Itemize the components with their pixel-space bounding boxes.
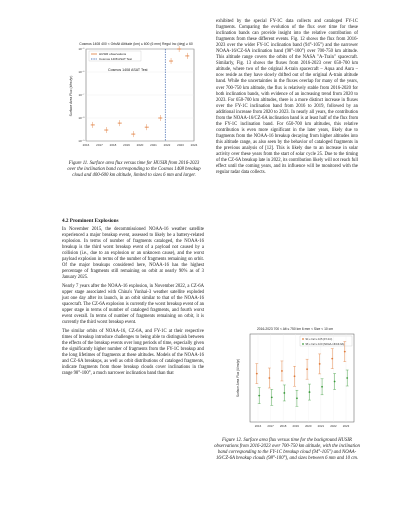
figure-11-ytick-label: 10⁻⁶ [78, 70, 85, 75]
figure-12-header: 2016-2023 700 < Alt ≤ 750 km 6 mm < Size < 10 cm [256, 327, 334, 331]
figure-11-ytick-label: 10⁻⁵ [78, 47, 85, 52]
figure-12-point [309, 391, 311, 393]
figure-11-xtick-label: 2016 [82, 143, 90, 147]
section-heading: 4.2 Prominent Explosions [62, 218, 119, 224]
figure-11-xtick-label: 2024 [190, 143, 198, 147]
figure-12-legend-1: 98 ≤ Incl ≤ 100 (NOAA-16/CZ-6A) [305, 343, 345, 346]
figure-12-svg [232, 325, 358, 433]
figure-11-legend-obs: HUSIR observations [99, 52, 127, 56]
figure-11-xticks [83, 143, 198, 147]
figure-12-caption: Figure 12. Surface area flux versus time for the background HUSIR observations from 2016-2023 over 700-750 km altitude, with the inclination band corresponding to the FY-1C breakup cloud (94°-105°) and NOAA-16/CZ-6A breakup clouds (98°-100°), and sizes between 6 mm and 10 cm. [214, 438, 360, 461]
figure-12-xtick-label: 2016 [254, 424, 262, 428]
paragraph-1: In November 2015, the decommissioned NOAA-16 weather satellite experienced a major breakup event, assessed to likely be a battery-related explosion. In terms of number of fragments cataloged, the NOAA-16 breakup is the third worst breakup event of a payload not caused by a collision (i.e., due to an explosion or an unknown cause), and the worst payload explosion in terms of the number of fragments remaining on orbit. Of the major breakups considered here, NOAA-16 has the highest percentage of fragments still remaining on orbit at nearly 90% as of 3 January 2025. [62, 227, 204, 281]
figure-12-xtick-label: 2017 [267, 424, 274, 428]
figure-11-legend-line: Cosmos 1408 ASAT Test [99, 57, 133, 61]
figure-11-svg [64, 40, 206, 158]
figure-11-xtick-label: 2023 [177, 143, 184, 147]
figure-11-chart [64, 40, 206, 158]
paragraph-3: The similar orbits of NOAA-16, CZ-6A, and FY-1C at their respective times of breakup introduce challenges to being able to distinguish between the effects of the breakup events over long periods of time, especially given the significantly higher number of fragments from the FY-1C breakup and the long lifetimes of fragments at these altitudes. Models of the NOAA-16 and CZ-6A breakups, as well as orbit distributions of cataloged fragments, indicate fragments from those breakup clouds cover inclinations in the range 98°-100°, a much narrower inclination band than that [62, 328, 204, 377]
figure-12-point [334, 381, 336, 383]
figure-12-point [331, 358, 333, 360]
figure-12-xtick-label: 2018 [279, 424, 287, 428]
figure-11-ytick-label: 10⁻⁸ [78, 116, 85, 121]
figure-11-legend [89, 51, 141, 61]
figure-11-ytick-label: 10⁻⁹ [78, 139, 85, 144]
paragraph-2: Nearly 7 years after the NOAA-16 explosion, in November 2022, a CZ-6A upper stage associated with China's Yunhai-3 weather satellite exploded just one day after its launch, in an orbit similar to that of the NOAA-16 spacecraft. The CZ-6A explosion is currently the worst breakup event of an upper stage in terms of number of cataloged fragments, and fourth worst event overall. In terms of number of fragments remaining on orbit, it is currently the third worst breakup event. [62, 283, 204, 326]
figure-12-point [256, 373, 258, 375]
figure-11-header: Cosmos 1408 400 < OrbAlt Altitude (km) ≤ 600 (6 mm) Regul Inc (deg) ≥ 60 [79, 42, 193, 46]
figure-11-xtick-label: 2019 [123, 143, 130, 147]
figure-12-point [294, 375, 296, 377]
figure-12-point [319, 363, 321, 365]
figure-12-point [258, 395, 260, 397]
figure-12-point [281, 370, 283, 372]
figure-12-point [346, 377, 348, 379]
figure-11-xtick-label: 2021 [150, 143, 157, 147]
figure-12-xtick-label: 2019 [292, 424, 299, 428]
figure-12-point [268, 377, 270, 379]
figure-11-ylabel: Surface Area Flux (#/m²/yr) [69, 75, 73, 117]
figure-12-xtick-label: 2020 [305, 424, 312, 428]
figure-12-ylabel: Surface Area Flux (#/m²/yr) [236, 358, 240, 398]
right-column [216, 19, 358, 179]
figure-12-point [306, 368, 308, 370]
figure-12-legend-0: 94 ≤ Incl ≤ 105 (FY-1C) [305, 338, 333, 341]
figure-12-legend [300, 336, 352, 346]
figure-12-xtick-label: 2021 [317, 424, 325, 428]
figure-12-point [283, 392, 285, 394]
figure-11-annotation: Cosmos 1408 ASAT Test [108, 68, 148, 72]
figure-12-xtick-label: 2023 [342, 424, 350, 428]
figure-11-ytick-label: 10⁻⁷ [78, 93, 85, 98]
figure-11-xtick-label: 2022 [163, 143, 171, 147]
figure-11-caption: Figure 11. Surface area flux versus time for HUSIR from 2016-2023 over the inclination band corresponding to the Cosmos 1408 breakup cloud and 400-600 km altitude, limited to sizes 6 mm and larger. [67, 161, 201, 178]
figure-12-point [344, 351, 346, 353]
figure-12-point [296, 397, 298, 399]
right-paragraph: exhibited by the special FY-1C data collects and cataloged FY-1C fragments. Comparing the evolution of the flux over time for these inclination bands can provide insight into the relative contribution of fragments from these different events. Fig. 12 shows the flux from 2016-2023 over the wider FY-1C inclination band (94°-105°) and the narrower NOAA-16/CZ-6A inclination band (98°-100°) over 700-750 km altitude. This altitude range covers the orbits of the NASA "A-Train" spacecraft. Similarly, Fig. 13 shows the fluxes from 2016-2023 over 650-700 km altitude, where two of the original A-train spacecraft – Aqua and Aura – now reside as they have slowly drifted out of the original A-train altitude band. While the uncertainties in the fluxes overlap for many of the years, over 700-750 km altitude, the flux is relatively stable from 2016-2020 for both inclination bands, with evidence of an increasing trend from 2020 to 2023. For 650-700 km altitudes, there is a more distinct increase in fluxes over the FY-1C inclination band from 2016 to 2019, followed by an additional increase from 2020 to 2023. In nearly all years, the contribution from the NOAA-16/CZ-6A inclination band is at least half of the flux from the FY-1C inclination band. For 650-700 km altitudes, this relative contribution is even more significant in the later years, likely due to fragments from the NOAA-16 breakup decaying from higher altitudes into this altitude range, as also seen by the behavior of cataloged fragments in the previous analysis of [12]. This is likely due to an increase in solar activity over these years from the start of solar cycle 25. Due to the timing of the CZ-6A breakup late in 2022, its contribution likely will not reach full effect until the coming years, and its influence will be monitored with the regular radar data collects. [216, 19, 358, 176]
figure-12-point [271, 396, 273, 398]
figure-11-xtick-label: 2018 [109, 143, 117, 147]
figure-11-xtick-label: 2020 [136, 143, 144, 147]
figure-12-chart [232, 325, 358, 433]
figure-11-xtick-label: 2017 [96, 143, 103, 147]
figure-12-xtick-label: 2022 [330, 424, 337, 428]
figure-12-point [321, 386, 323, 388]
left-column [62, 218, 204, 380]
